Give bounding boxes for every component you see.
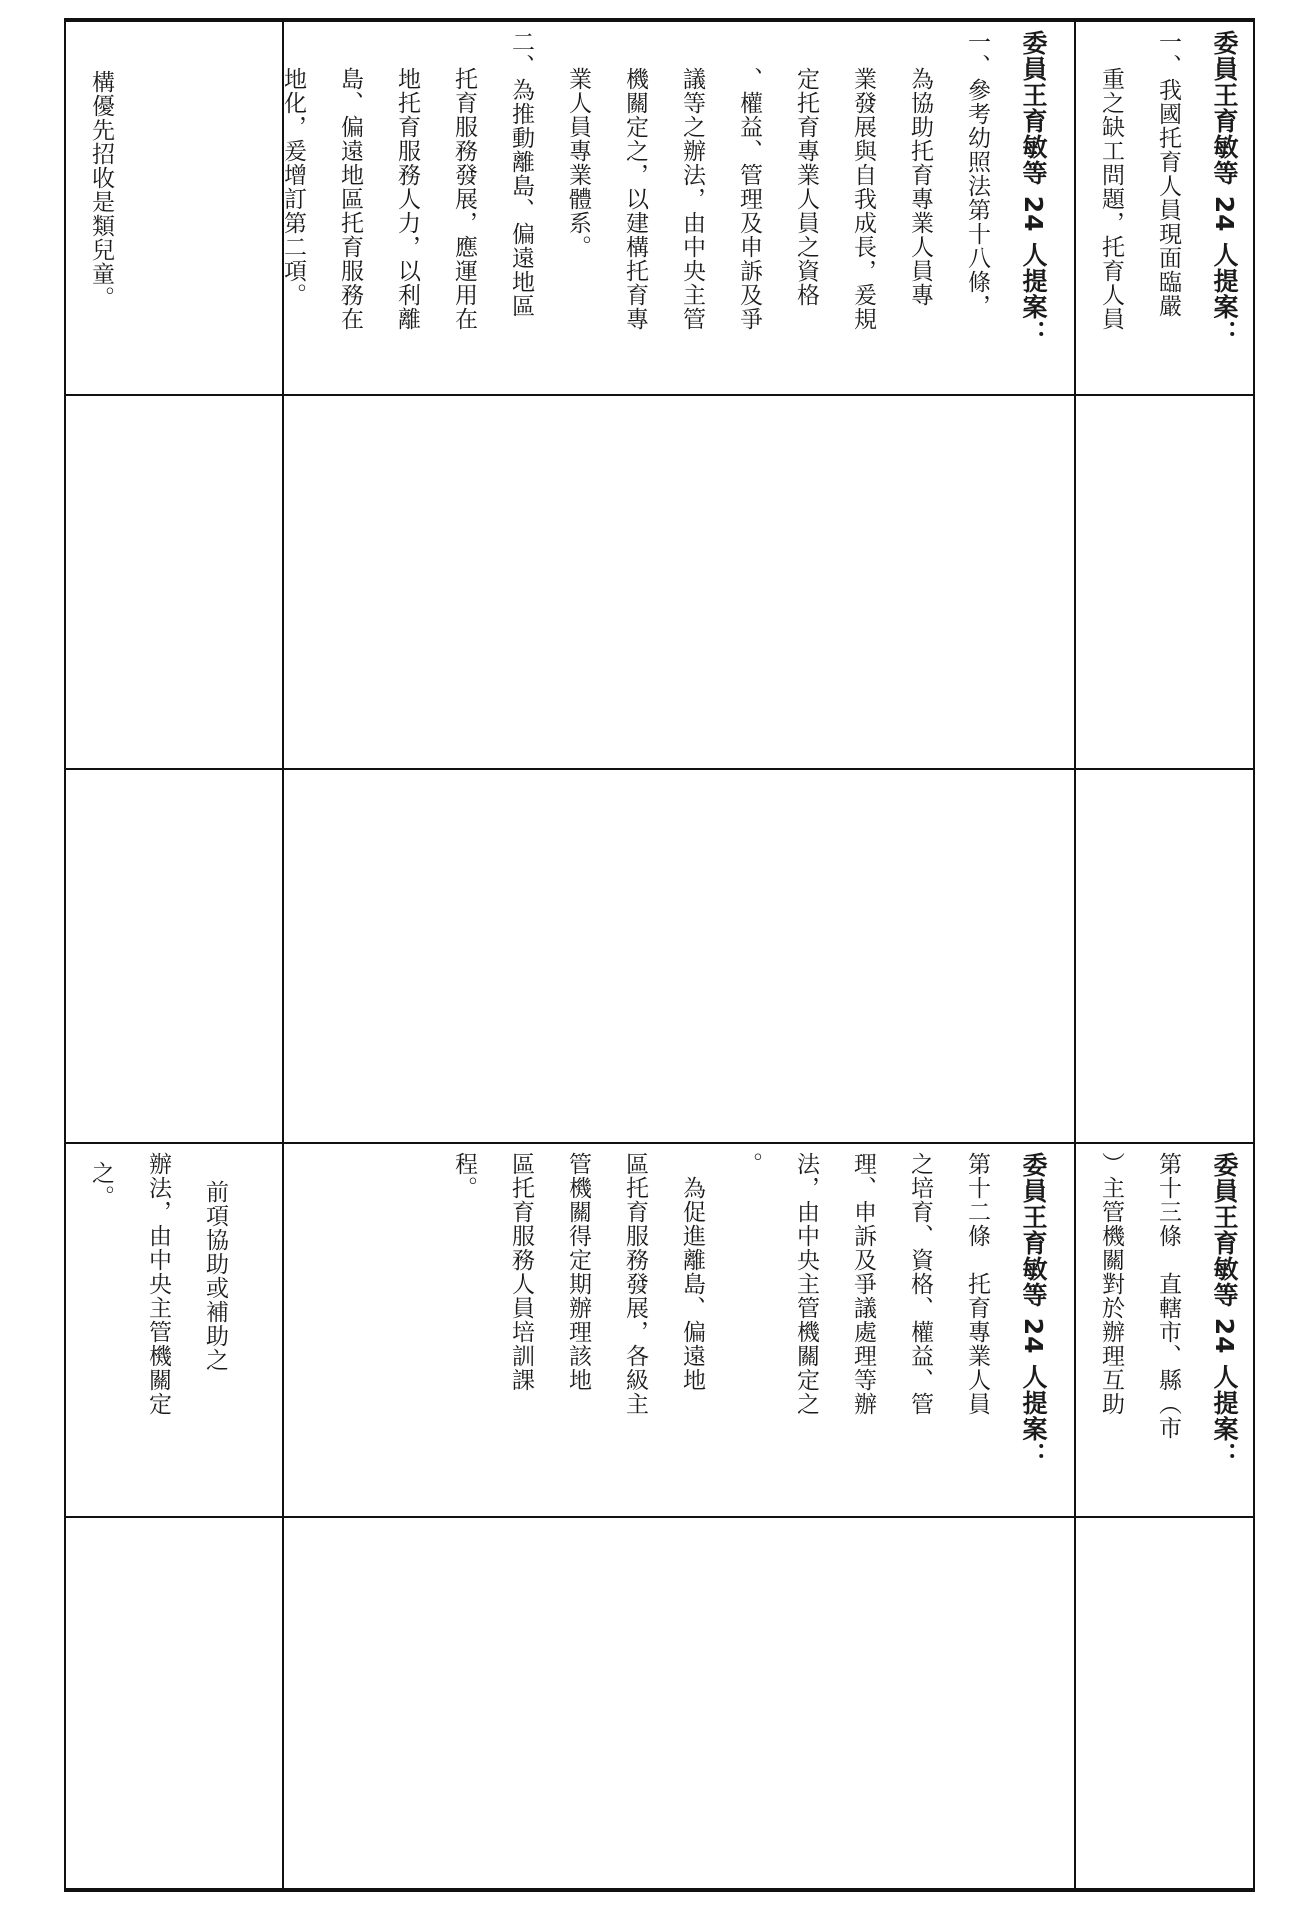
cell-proposal-explanation: 委員王育敏等 24 人提案： 一、參考幼照法第十八條， 為協助托育專業人員專 業發展與自我成長，爰規 定托育專業人員之資格 、權益、管理及申訴及爭 議等之辦法，由中央主管 機關定之，以建構托育專 業人員專業體系。 二、為推動離島、偏遠地區 托育服務發展，應運用在 地托育服務人力，以利離 島、偏遠地區托育服務在 地化，爰增訂第二項。 bbox=[292, 30, 1062, 385]
cell-continuation-text: 構優先招收是類兒童。 bbox=[88, 70, 114, 310]
cell-article-continuation: 前項協助或補助之 辦法，由中央主管機關定 之。 bbox=[88, 1152, 228, 1416]
table-row-divider bbox=[64, 1516, 1255, 1518]
table-left-border bbox=[64, 18, 66, 1892]
table-row-divider bbox=[64, 768, 1255, 770]
proposal-heading: 委員王育敏等 24 人提案： bbox=[1019, 30, 1048, 347]
table-column-divider bbox=[1074, 18, 1076, 1892]
table-row-divider bbox=[64, 394, 1255, 396]
proposal-heading: 委員王育敏等 24 人提案： bbox=[1210, 1152, 1239, 1469]
cell-proposed-article-next: 委員王育敏等 24 人提案： 第十三條 直轄市、縣（市 ）主管機關對於辦理互助 bbox=[1082, 1152, 1253, 1502]
proposal-heading: 委員王育敏等 24 人提案： bbox=[1210, 30, 1239, 347]
proposal-heading: 委員王育敏等 24 人提案： bbox=[1019, 1152, 1048, 1469]
table-top-border bbox=[64, 18, 1255, 22]
table-bottom-border bbox=[64, 1888, 1255, 1892]
cell-proposed-article: 委員王育敏等 24 人提案： 第十二條 托育專業人員 之培育、資格、權益、管 理、申訴及爭議處理等辦 法，由中央主管機關定之 。 為促進離島、偏遠地 區托育服務發展，各級主 管機關得定期辦理該地 區托育服務人員培訓課 程。 bbox=[292, 1152, 1062, 1502]
table-right-border bbox=[1253, 18, 1255, 1892]
cell-proposal-explanation-next: 委員王育敏等 24 人提案： 一、我國托育人員現面臨嚴 重之缺工問題，托育人員 bbox=[1082, 30, 1253, 385]
table-row-divider bbox=[64, 1142, 1255, 1144]
